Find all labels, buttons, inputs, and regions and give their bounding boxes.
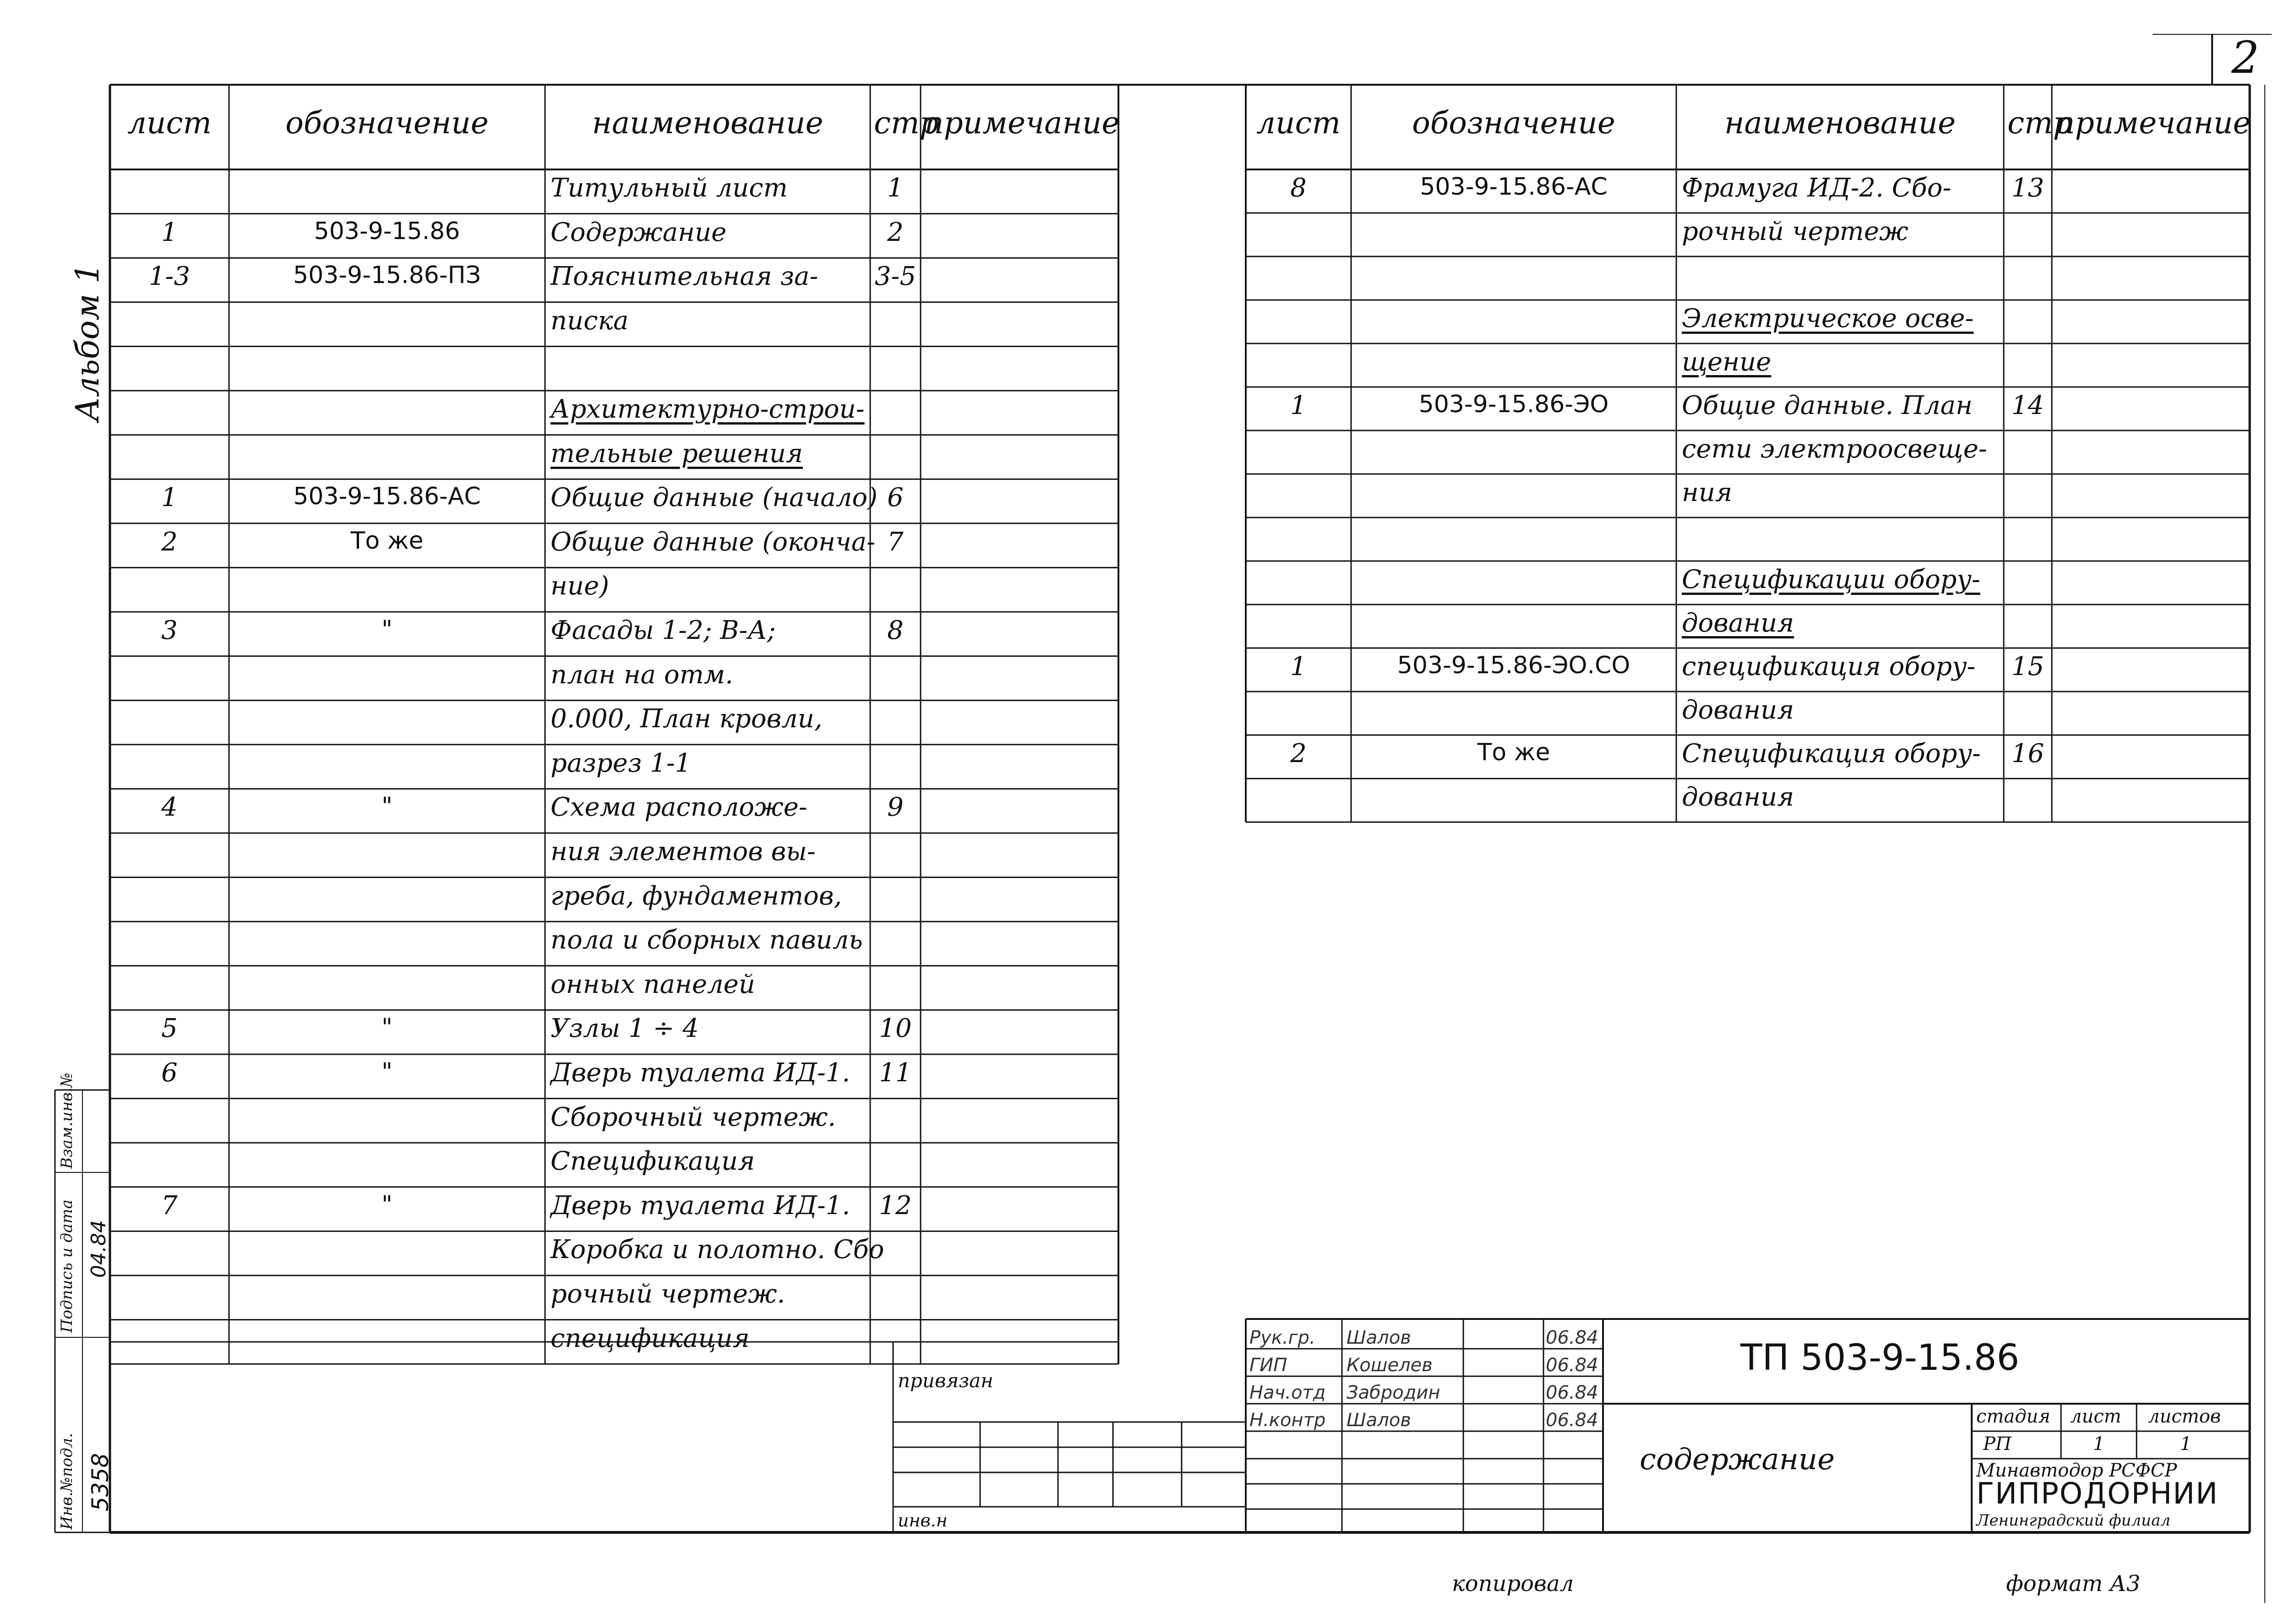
designation-cell: 503-9-15.86-ЭО.СО [1397, 652, 1630, 679]
name-cell: Общие данные. План [1682, 391, 1973, 420]
name-cell: Спецификация обору- [1682, 739, 1981, 768]
name-cell: Фрамуга ИД-2. Сбо- [1682, 173, 1952, 203]
column-header: примечание [924, 105, 1120, 141]
stage-label: стадия [1976, 1406, 2050, 1427]
stage-value: РП [1983, 1433, 2012, 1455]
page-cell: 14 [2011, 391, 2045, 420]
stamp-name-cell: Шалов [1347, 1410, 1411, 1431]
column-header: стр [874, 105, 939, 141]
stamp-role-cell: Рук.гр. [1249, 1327, 1315, 1348]
format-label: формат А3 [2006, 1571, 2141, 1597]
stamp-title: содержание [1640, 1443, 1835, 1477]
column-header: обозначение [1412, 105, 1615, 141]
name-cell: Фасады 1-2; В-А; [551, 616, 776, 645]
sheet-cell: 1 [161, 217, 178, 247]
designation-cell: " [382, 1058, 393, 1085]
name-cell: пола и сборных павиль [551, 925, 863, 955]
page-cell: 6 [887, 483, 904, 513]
sheet-cell: 2 [1290, 739, 1307, 768]
sheet-label: лист [2070, 1406, 2121, 1427]
page-cell: 1 [887, 173, 904, 203]
org-name: ГИПРОДОРНИИ [1976, 1477, 2219, 1511]
designation-cell: " [382, 792, 393, 820]
stamp-name-cell: Шалов [1347, 1327, 1411, 1348]
name-cell: щение [1682, 347, 1772, 377]
designation-cell: " [382, 1014, 393, 1041]
name-cell: Спецификация [551, 1146, 755, 1177]
page-cell: 12 [879, 1190, 912, 1221]
name-cell: разрез 1-1 [551, 748, 692, 778]
name-cell: рочный чертеж. [551, 1279, 785, 1309]
sheets-value: 1 [2180, 1433, 2192, 1455]
stamp-date-cell: 06.84 [1546, 1382, 1598, 1403]
name-cell: Содержание [551, 217, 727, 247]
name-cell: ния элементов вы- [551, 837, 816, 866]
name-cell: Дверь туалета ИД-1. [551, 1058, 851, 1088]
sheet-cell: 3 [161, 616, 178, 645]
page-cell: 2 [887, 217, 904, 247]
name-cell: Электрическое осве- [1682, 304, 1974, 333]
side-inv-value: 5358 [87, 1453, 114, 1511]
page-cell: 7 [887, 527, 904, 557]
side-date-value: 04.84 [87, 1220, 110, 1278]
name-cell: греба, фундаментов, [551, 881, 842, 911]
page-cell: 13 [2011, 173, 2045, 203]
sheets-label: листов [2148, 1406, 2221, 1427]
sheet-cell: 4 [161, 792, 178, 823]
side-inv-label: Инв.№подл. [58, 1433, 76, 1530]
stamp-date-cell: 06.84 [1546, 1355, 1598, 1376]
page-cell: 11 [879, 1058, 912, 1088]
sheet-cell: 5 [161, 1014, 178, 1044]
name-cell: ния [1682, 478, 1733, 507]
name-cell: сети электроосвеще- [1682, 434, 1987, 464]
designation-cell: 503-9-15.86-ЭО [1418, 391, 1609, 418]
name-cell: спецификация обору- [1682, 652, 1976, 681]
side-sign-label: Подпись и дата [58, 1199, 76, 1333]
stamp-role-cell: Н.контр [1249, 1410, 1326, 1431]
designation-cell: 503-9-15.86-АС [293, 483, 481, 511]
stamp-date-cell: 06.84 [1546, 1327, 1598, 1348]
column-header: обозначение [285, 105, 489, 141]
name-cell: Узлы 1 ÷ 4 [551, 1014, 699, 1044]
designation-cell: 503-9-15.86-ПЗ [293, 262, 481, 289]
name-cell: дования [1682, 695, 1794, 725]
sheet-cell: 7 [161, 1190, 178, 1221]
privyazan-label: привязан [898, 1369, 993, 1392]
name-cell: Архитектурно-строи- [551, 394, 865, 424]
column-header: примечание [2056, 105, 2251, 141]
name-cell: тельные решения [551, 438, 803, 469]
sheet-cell: 8 [1290, 173, 1307, 203]
designation-cell: То же [350, 527, 424, 555]
ministry: Минавтодор РСФСР [1976, 1460, 2177, 1481]
name-cell: Сборочный чертеж. [551, 1102, 836, 1132]
column-header: наименование [592, 105, 823, 141]
column-header: наименование [1724, 105, 1956, 141]
page-cell: 15 [2011, 652, 2045, 681]
page-cell: 3-5 [874, 262, 916, 292]
name-cell: дования [1682, 782, 1794, 812]
designation-cell: 503-9-15.86-АС [1420, 173, 1608, 201]
stamp-role-cell: ГИП [1249, 1355, 1287, 1376]
name-cell: Дверь туалета ИД-1. [551, 1190, 851, 1221]
name-cell: Коробка и полотно. Сбо [551, 1235, 884, 1265]
name-cell: Общие данные (оконча- [551, 527, 876, 557]
name-cell: онных панелей [551, 969, 755, 999]
column-header: лист [127, 105, 212, 141]
sheet-cell: 1-3 [148, 262, 191, 292]
designation-cell: То же [1477, 739, 1550, 766]
page-cell: 8 [887, 616, 904, 645]
inv-label: инв.н [898, 1510, 948, 1531]
album-label: Альбом 1 [69, 263, 106, 421]
designation-cell: " [382, 616, 393, 643]
designation-cell: 503-9-15.86 [314, 217, 460, 245]
column-header: стр [2007, 105, 2072, 141]
branch: Ленинградский филиал [1976, 1511, 2170, 1530]
stamp-name-cell: Забродин [1347, 1382, 1440, 1403]
doc-code: ТП 503-9-15.86 [1740, 1337, 2020, 1379]
stamp-role-cell: Нач.отд [1249, 1382, 1326, 1403]
name-cell: рочный чертеж [1682, 217, 1908, 246]
page-number: 2 [2231, 32, 2260, 83]
name-cell: Схема расположе- [551, 792, 807, 823]
name-cell: ние) [551, 571, 609, 601]
copied-label: копировал [1452, 1571, 1574, 1597]
name-cell: писка [551, 305, 629, 336]
name-cell: спецификация [551, 1323, 750, 1353]
sheet-cell: 6 [161, 1058, 178, 1088]
side-replace-label: Взам.инв.№ [58, 1073, 76, 1169]
stamp-name-cell: Кошелев [1347, 1355, 1433, 1376]
page-cell: 10 [879, 1014, 912, 1044]
name-cell: Пояснительная за- [551, 262, 818, 292]
column-header: лист [1256, 105, 1341, 141]
sheet-cell: 1 [1290, 652, 1307, 681]
name-cell: план на отм. [551, 659, 733, 690]
name-cell: Спецификации обору- [1682, 565, 1980, 594]
page-cell: 16 [2011, 739, 2045, 768]
sheet-cell: 1 [161, 483, 178, 513]
name-cell: Титульный лист [551, 173, 788, 203]
designation-cell: " [382, 1190, 393, 1218]
sheet-cell: 1 [1290, 391, 1307, 420]
sheet-cell: 2 [161, 527, 178, 557]
name-cell: Общие данные (начало) [551, 483, 878, 513]
name-cell: 0.000, План кровли, [551, 704, 823, 734]
stamp-date-cell: 06.84 [1546, 1410, 1598, 1431]
sheet-value: 1 [2093, 1433, 2105, 1455]
page-cell: 9 [887, 792, 904, 823]
name-cell: дования [1682, 608, 1794, 638]
